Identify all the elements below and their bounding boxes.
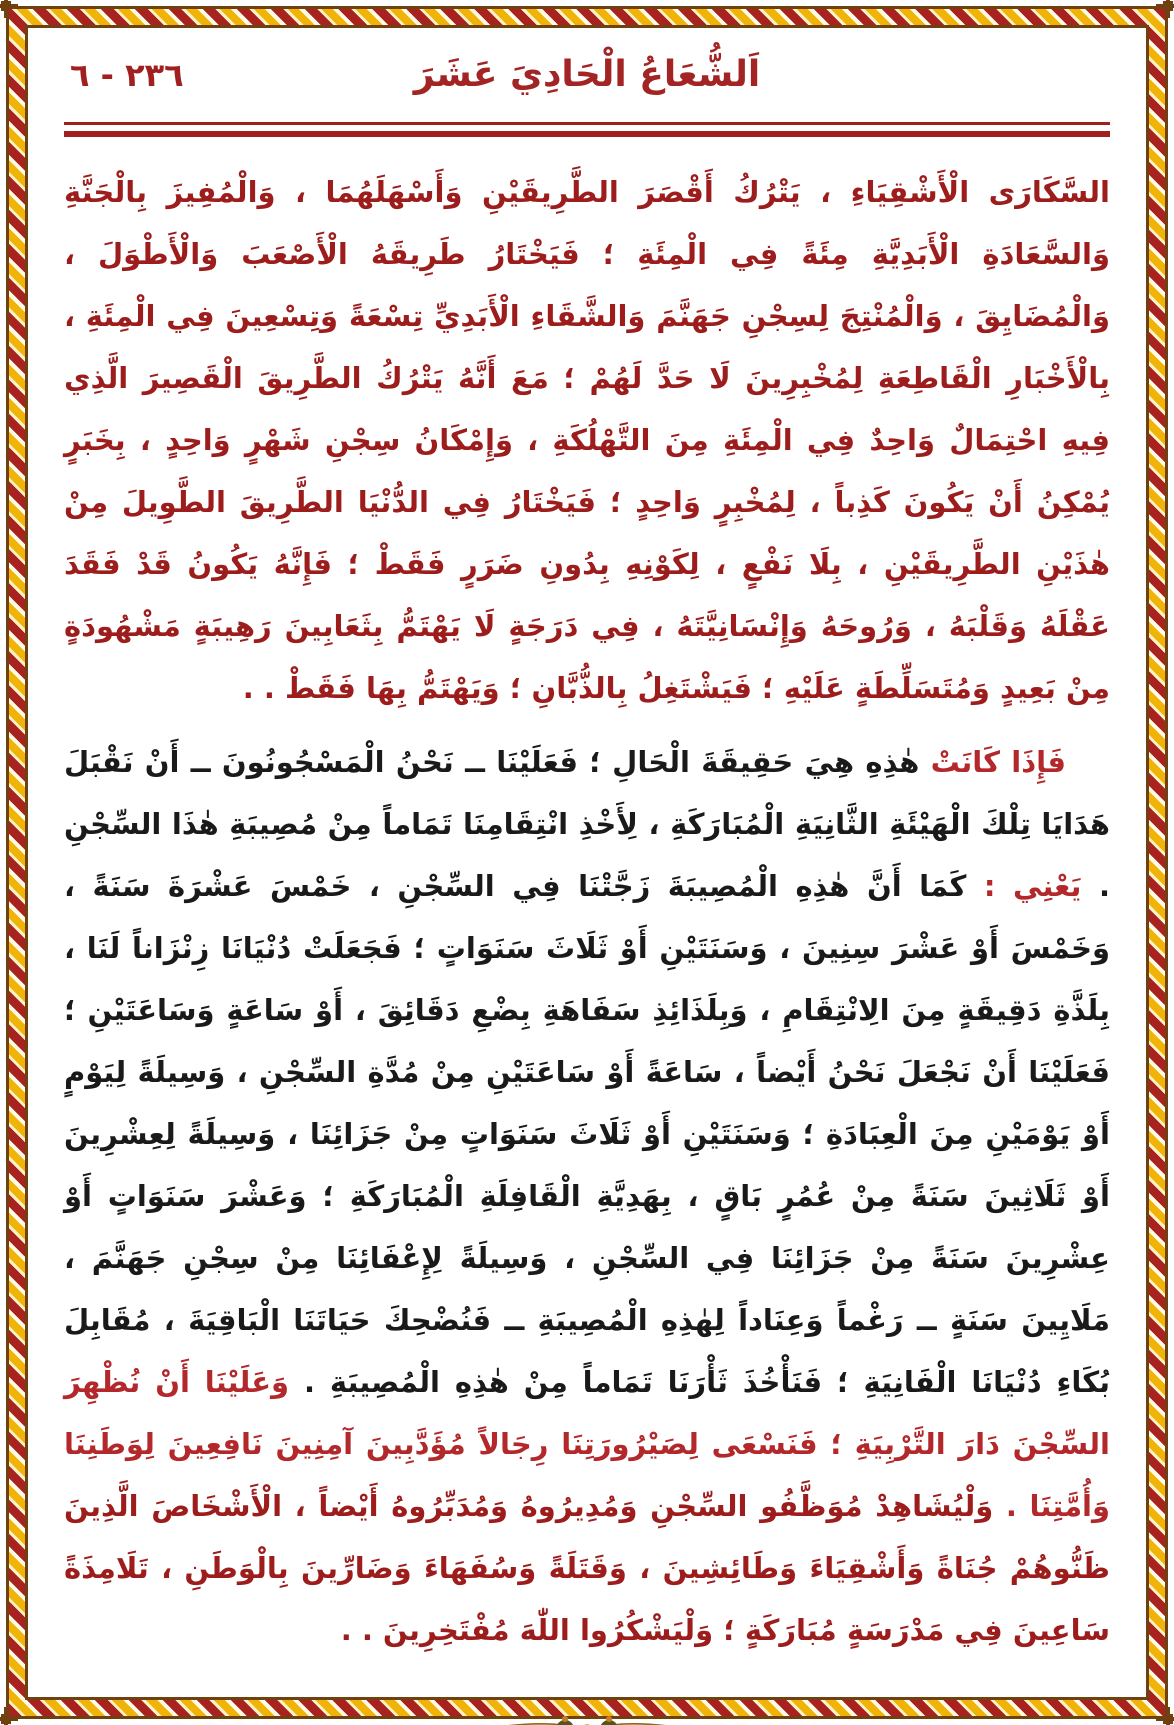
page-header: [64, 54, 1110, 116]
paragraph-2-text-b: كَمَا أَنَّ هٰذِهِ الْمُصِيبَةَ زَجَّتْنَا فِي السِّجْنِ ، خَمْسَ عَشْرَةَ سَنَةً ، وَخَمْسَ أَوْ عَشْرَ سِنِينَ ، وَسَنَتَيْنِ أَوْ ثَلَاثَ سَنَوَاتٍ ؛ فَجَعَلَتْ دُنْيَانَا زِنْزَاناً لَنَا ، بِلَذَّةِ دَقِيقَةٍ مِنَ الِانْتِقَامِ ، وَبِلَذَائِذِ سَفَاهَةِ بِضْعِ دَقَائِقَ ، أَوْ سَاعَةٍ وَسَاعَتَيْنِ ؛ فَعَلَيْنَا أَنْ نَجْعَلَ نَحْنُ أَيْضاً ، سَاعَةً أَوْ سَاعَتَيْنِ مِنْ مُدَّةِ السِّجْنِ ، وَسِيلَةً لِيَوْمٍ أَوْ يَوْمَيْنِ مِنَ الْعِبَادَةِ ؛ وَسَنَتَيْنِ أَوْ ثَلَاثَ سَنَوَاتٍ مِنْ جَزَائِنَا ، وَسِيلَةً لِعِشْرِينَ أَوْ ثَلَاثِينَ سَنَةً مِنْ عُمُرٍ بَاقٍ ، بِهَدِيَّةِ الْقَافِلَةِ الْمُبَارَكَةِ ؛ وَعَشْرَ سَنَوَاتٍ أَوْ عِشْرِينَ سَنَةً مِنْ جَزَائِنَا فِي السِّجْنِ ، وَسِيلَةً لِإِعْفَائِنَا مِنْ سِجْنِ جَهَنَّمَ ، مَلَايِينَ سَنَةٍ ــ رَغْماً وَعِنَاداً لِهٰذِهِ الْمُصِيبَةِ ــ فَنُضْحِكَ حَيَاتَنَا الْبَاقِيَةَ ، مُقَابِلَ بُكَاءِ دُنْيَانَا الْفَانِيَةِ ؛ فَنَأْخُذَ ثَأْرَنَا تَمَاماً مِنْ هٰذِهِ الْمُصِيبَةِ .: [64, 869, 1110, 1399]
paragraph-1: [64, 161, 1110, 719]
header-rule-thick: [64, 131, 1110, 137]
page-number: ٢٣٦ - ٦: [70, 56, 184, 94]
paragraph-2-text-a: هٰذِهِ هِيَ حَقِيقَةَ الْحَالِ ؛ فَعَلَيْنَا ــ نَحْنُ الْمَسْجُونُونَ ــ أَنْ نَقْبَلَ هَدَايَا تِلْكَ الْهَيْئَةِ الثَّانِيَةِ الْمُبَارَكَةِ ، لِأَخْذِ انْتِقَامِنَا تَمَاماً مِنْ مُصِيبَةِ هٰذَا السِّجْنِ .: [64, 745, 1110, 903]
paragraph-2-highlight-sentence: وَعَلَيْنَا أَنْ نُظْهِرَ السِّجْنَ دَارَ التَّرْبِيَةِ ؛ فَنَسْعَى لِصَيْرُورَتِنَا رِجَالاً مُؤَدَّبِينَ آمِنِينَ نَافِعِينَ لِوَطَنِنَا وَأُمَّتِنَا .: [64, 1365, 1110, 1523]
page-title: اَلشُّعَاعُ الْحَادِيَ عَشَرَ: [413, 54, 761, 95]
paragraph-2: [64, 731, 1110, 1661]
paragraph-2-closing-text: وَلْيُشَاهِدْ مُوَظَّفُو السِّجْنِ وَمُدِيرُوهُ وَمُدَبِّرُوهُ أَيْضاً ، الْأَشْخَاصَ الَّذِينَ ظَنُّوهُمْ جُنَاةً وَأَشْقِيَاءَ وَطَائِشِينَ ، وَقَتَلَةً وَسُفَهَاءَ وَضَارِّينَ بِالْوَطَنِ ، تَلَامِذَةً سَاعِينَ فِي مَدْرَسَةٍ مُبَارَكَةٍ ؛ وَلْيَشْكُرُوا اللّٰهَ مُفْتَخِرِينَ . .: [64, 1489, 1110, 1647]
body-text: [64, 161, 1110, 1661]
paragraph-1-text: السَّكَارَى الْأَشْقِيَاءِ ، يَتْرُكُ أَقْصَرَ الطَّرِيقَيْنِ وَأَسْهَلَهُمَا ، وَالْمُفِيزَ بِالْجَنَّةِ وَالسَّعَادَةِ الْأَبَدِيَّةِ مِئَةً فِي الْمِئَةِ ؛ فَيَخْتَارُ طَرِيقَهُ الْأَصْعَبَ وَالْأَطْوَلَ ، وَالْمُضَايِقَ ، وَالْمُنْتِجَ لِسِجْنِ جَهَنَّمَ وَالشَّقَاءِ الْأَبَدِيِّ تِسْعَةً وَتِسْعِينَ فِي الْمِئَةِ ، بِالْأَخْبَارِ الْقَاطِعَةِ لِمُخْبِرِينَ لَا حَدَّ لَهُمْ ؛ مَعَ أَنَّهُ يَتْرُكُ الطَّرِيقَ الْقَصِيرَ الَّذِي فِيهِ احْتِمَالٌ وَاحِدٌ فِي الْمِئَةِ مِنَ التَّهْلُكَةِ ، وَإِمْكَانُ سِجْنِ شَهْرٍ وَاحِدٍ ، بِخَبَرٍ يُمْكِنُ أَنْ يَكُونَ كَذِباً ، لِمُخْبِرٍ وَاحِدٍ ؛ فَيَخْتَارُ فِي الدُّنْيَا الطَّرِيقَ الطَّوِيلَ مِنْ هٰذَيْنِ الطَّرِيقَيْنِ ، بِلَا نَفْعٍ ، لِكَوْنِهِ بِدُونِ ضَرَرٍ فَقَطْ ؛ فَإِنَّهُ يَكُونُ قَدْ فَقَدَ عَقْلَهُ وَقَلْبَهُ ، وَرُوحَهُ وَإِنْسَانِيَّتَهُ ، فِي دَرَجَةٍ لَا يَهْتَمُّ بِثَعَابِينَ رَهِيبَةٍ مَشْهُودَةٍ مِنْ بَعِيدٍ وَمُتَسَلِّطَةٍ عَلَيْهِ ؛ فَيَشْتَغِلُ بِالذُّبَّانِ ؛ وَيَهْتَمُّ بِهَا فَقَطْ . .: [64, 175, 1110, 705]
decorative-border: [6, 6, 1168, 1719]
paragraph-2-opening-words: فَإِذَا كَانَتْ: [919, 745, 1066, 779]
ornament-divider: [64, 1709, 1110, 1725]
paragraph-2-keyword-yani: يَعْنِي :: [966, 869, 1082, 903]
leaf-spindle-icon: [422, 1709, 752, 1725]
header-rule-thin: [64, 122, 1110, 125]
header-rule: [64, 122, 1110, 137]
border-chain-band: [9, 9, 1165, 1716]
page-content: [25, 25, 1149, 1700]
